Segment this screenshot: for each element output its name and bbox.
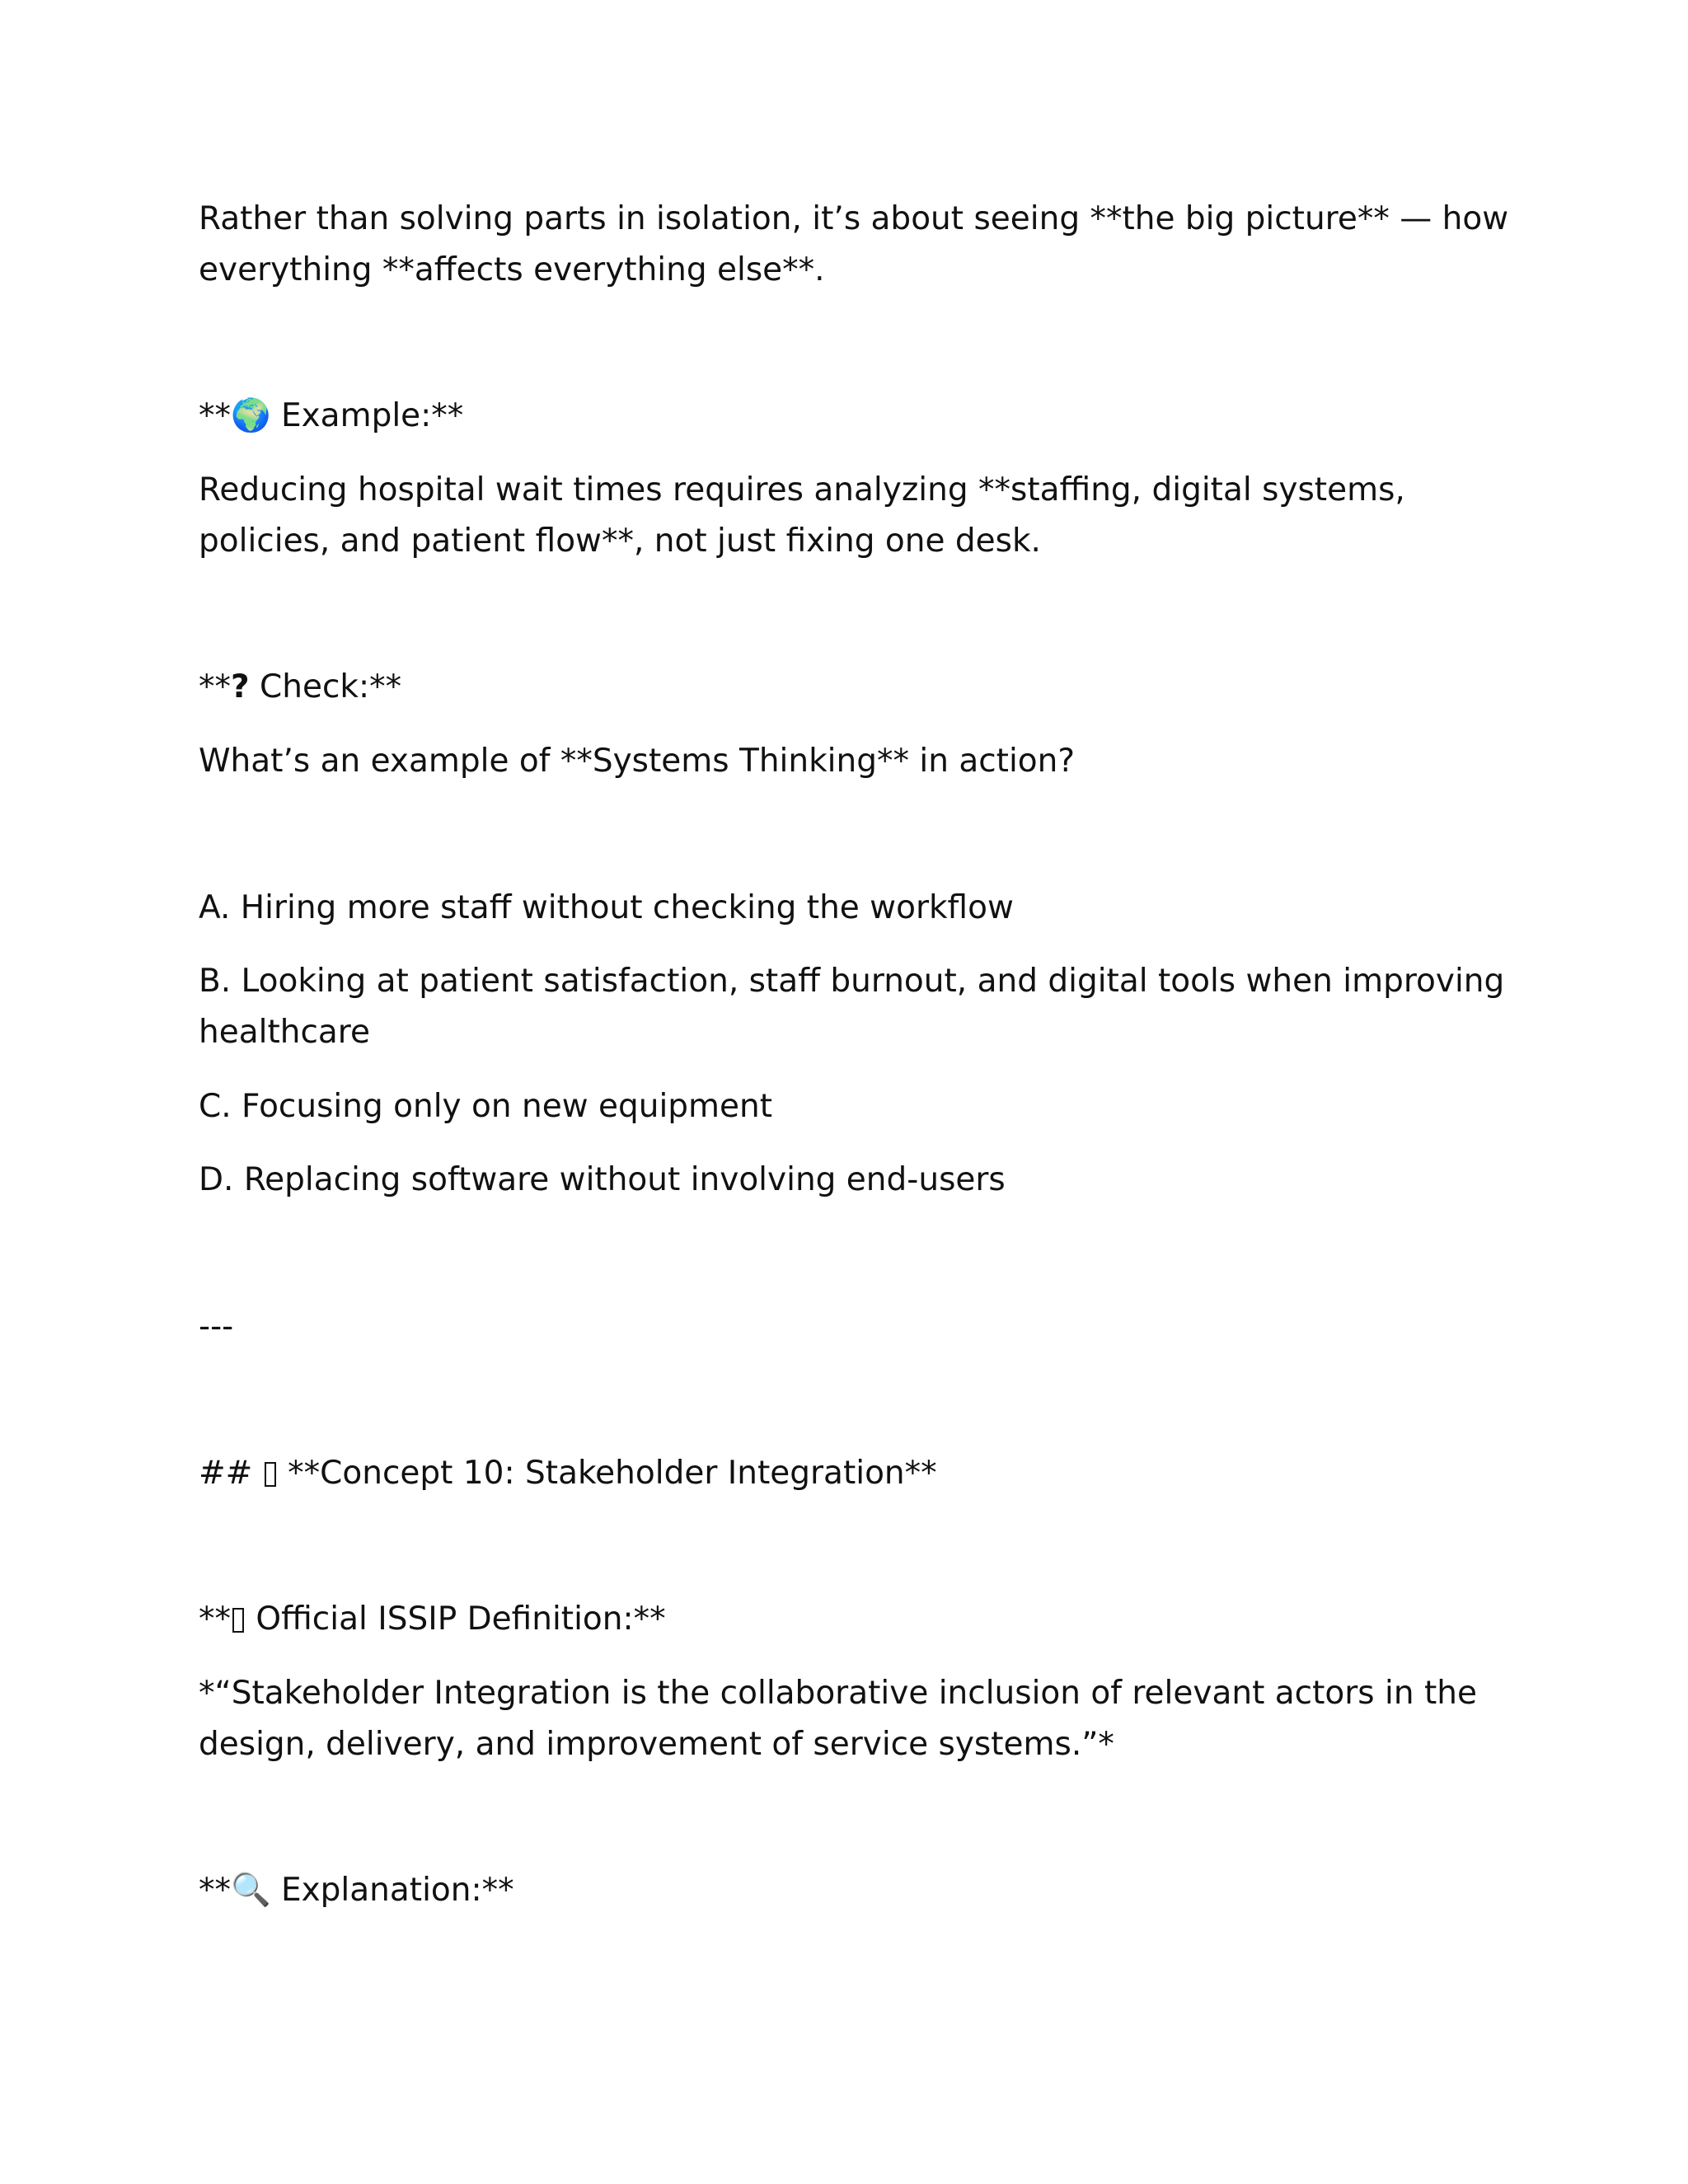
option-b-line-1: B. Looking at patient satisfaction, staff burnout, and digital tools when improving xyxy=(199,963,1505,1000)
separator: --- xyxy=(199,1308,234,1345)
globe-icon: 🌍 xyxy=(231,397,271,434)
option-d: D. Replacing software without involving end-users xyxy=(199,1161,1006,1198)
option-c: C. Focusing only on new equipment xyxy=(199,1088,773,1125)
concept-prefix: ## xyxy=(199,1455,263,1492)
example-label: Example:** xyxy=(270,397,464,434)
concept-text: **Concept 10: Stakeholder Integration** xyxy=(277,1455,937,1492)
intro-line-1: Rather than solving parts in isolation, it’s about seeing **the big picture** — how xyxy=(199,200,1509,237)
missing-glyph-icon xyxy=(232,1608,244,1633)
intro-line-2: everything **affects everything else**. xyxy=(199,251,825,288)
example-heading xyxy=(199,391,1517,442)
explanation-label: Explanation:** xyxy=(270,1872,514,1909)
example-line-2: policies, and patient flow**, not just fixing one desk. xyxy=(199,523,1041,560)
option-a: A. Hiring more staff without checking the workflow xyxy=(199,889,1014,926)
magnifier-icon: 🔍 xyxy=(231,1872,271,1909)
explanation-heading xyxy=(199,1865,1517,1916)
example-line-1: Reducing hospital wait times requires analyzing **staffing, digital systems, xyxy=(199,471,1405,509)
check-prefix: ** xyxy=(199,668,231,705)
concept-heading xyxy=(199,1448,1517,1499)
question-mark-icon: ? xyxy=(231,668,250,705)
option-b-line-2: healthcare xyxy=(199,1014,370,1051)
check-heading xyxy=(199,662,1517,713)
definition-line-1: *“Stakeholder Integration is the collaborative inclusion of relevant actors in the xyxy=(199,1675,1477,1712)
definition-heading xyxy=(199,1594,1517,1645)
explanation-prefix: ** xyxy=(199,1872,231,1909)
definition-line-2: design, delivery, and improvement of service systems.”* xyxy=(199,1726,1114,1763)
definition-prefix: ** xyxy=(199,1601,231,1638)
check-label: Check:** xyxy=(249,668,402,705)
check-question: What’s an example of **Systems Thinking** in action? xyxy=(199,743,1076,780)
example-prefix: ** xyxy=(199,397,231,434)
definition-label: Official ISSIP Definition:** xyxy=(246,1601,666,1638)
missing-glyph-icon xyxy=(265,1462,276,1487)
